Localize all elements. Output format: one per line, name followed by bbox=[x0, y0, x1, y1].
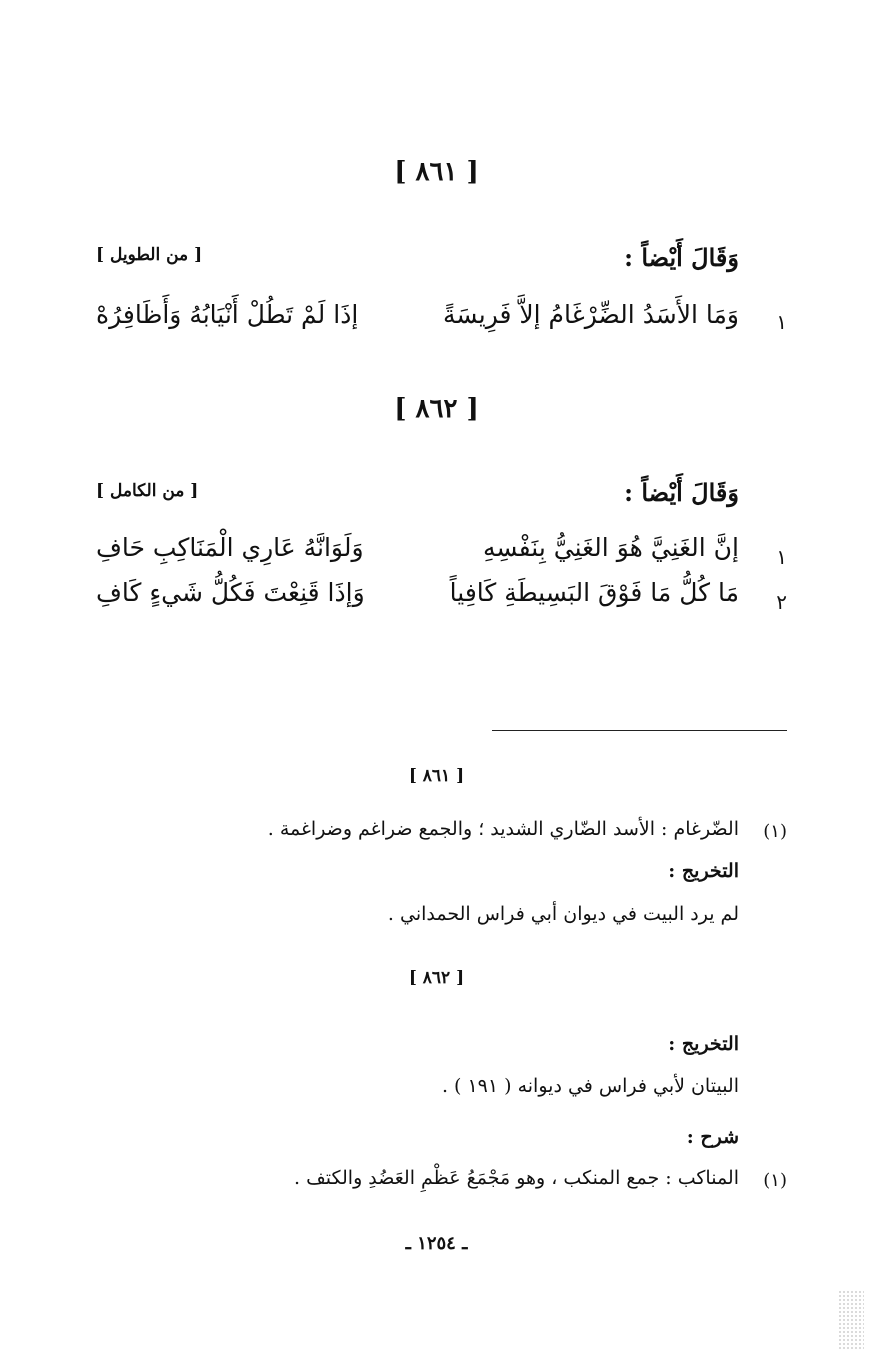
verse-second-hemistich: وَإذَا قَنِعْتَ فَكُلُّ شَيءٍ كَافِ bbox=[96, 578, 365, 607]
poem-number-heading: [ ٨٦١ ] bbox=[394, 157, 479, 187]
meter-label: [ من الكامل ] bbox=[96, 481, 199, 501]
footnote-section-heading: [ ٨٦٢ ] bbox=[408, 968, 465, 988]
takhrij-text: البيتان لأبي فراس في ديوانه ( ١٩١ ) . bbox=[441, 1075, 739, 1097]
footnote-text: المناكب : جمع المنكب ، وهو مَجْمَعُ عَظْمِ العَضُدِ والكتف . bbox=[294, 1167, 739, 1189]
takhrij-label: التخريج : bbox=[668, 1033, 739, 1055]
verse-number: ٢ bbox=[776, 590, 787, 614]
takhrij-label: التخريج : bbox=[668, 860, 739, 882]
poem-number-heading: [ ٨٦٢ ] bbox=[394, 394, 479, 424]
verse-number: ١ bbox=[776, 310, 787, 334]
poem-intro: وَقَالَ أَيْضاً : bbox=[624, 243, 739, 272]
meter-label: [ من الطويل ] bbox=[96, 245, 203, 265]
scan-artifact bbox=[838, 1290, 864, 1350]
verse-first-hemistich: إنَّ الغَنِيَّ هُوَ الغَنِيُّ بِنَفْسِهِ bbox=[482, 533, 739, 562]
verse-second-hemistich: إذَا لَمْ تَطُلْ أَنْيَابُهُ وَأَظَافِرُهْ bbox=[96, 300, 359, 329]
verse-number: ١ bbox=[776, 545, 787, 569]
footnote-number: (١) bbox=[763, 821, 787, 842]
poem-intro: وَقَالَ أَيْضاً : bbox=[624, 478, 739, 507]
footnote-number: (١) bbox=[763, 1170, 787, 1191]
sharh-label: شرح : bbox=[686, 1126, 739, 1148]
footnote-section-heading: [ ٨٦١ ] bbox=[408, 766, 465, 786]
takhrij-text: لم يرد البيت في ديوان أبي فراس الحمداني . bbox=[387, 903, 739, 925]
footnote-text: الضّرغام : الأسد الضّاري الشديد ؛ والجمع ضراغم وضراغمة . bbox=[267, 818, 739, 840]
footnote-separator bbox=[492, 730, 787, 731]
verse-first-hemistich: مَا كُلُّ مَا فَوْقَ البَسِيطَةِ كَافِياً bbox=[449, 578, 739, 607]
page-number: ـ ١٢٥٤ ـ bbox=[405, 1233, 468, 1254]
verse-second-hemistich: وَلَوَانَّهُ عَارِي الْمَنَاكِبِ حَافِ bbox=[96, 533, 364, 562]
verse-first-hemistich: وَمَا الأَسَدُ الضِّرْغَامُ إلاَّ فَرِيسَةً bbox=[443, 300, 739, 329]
